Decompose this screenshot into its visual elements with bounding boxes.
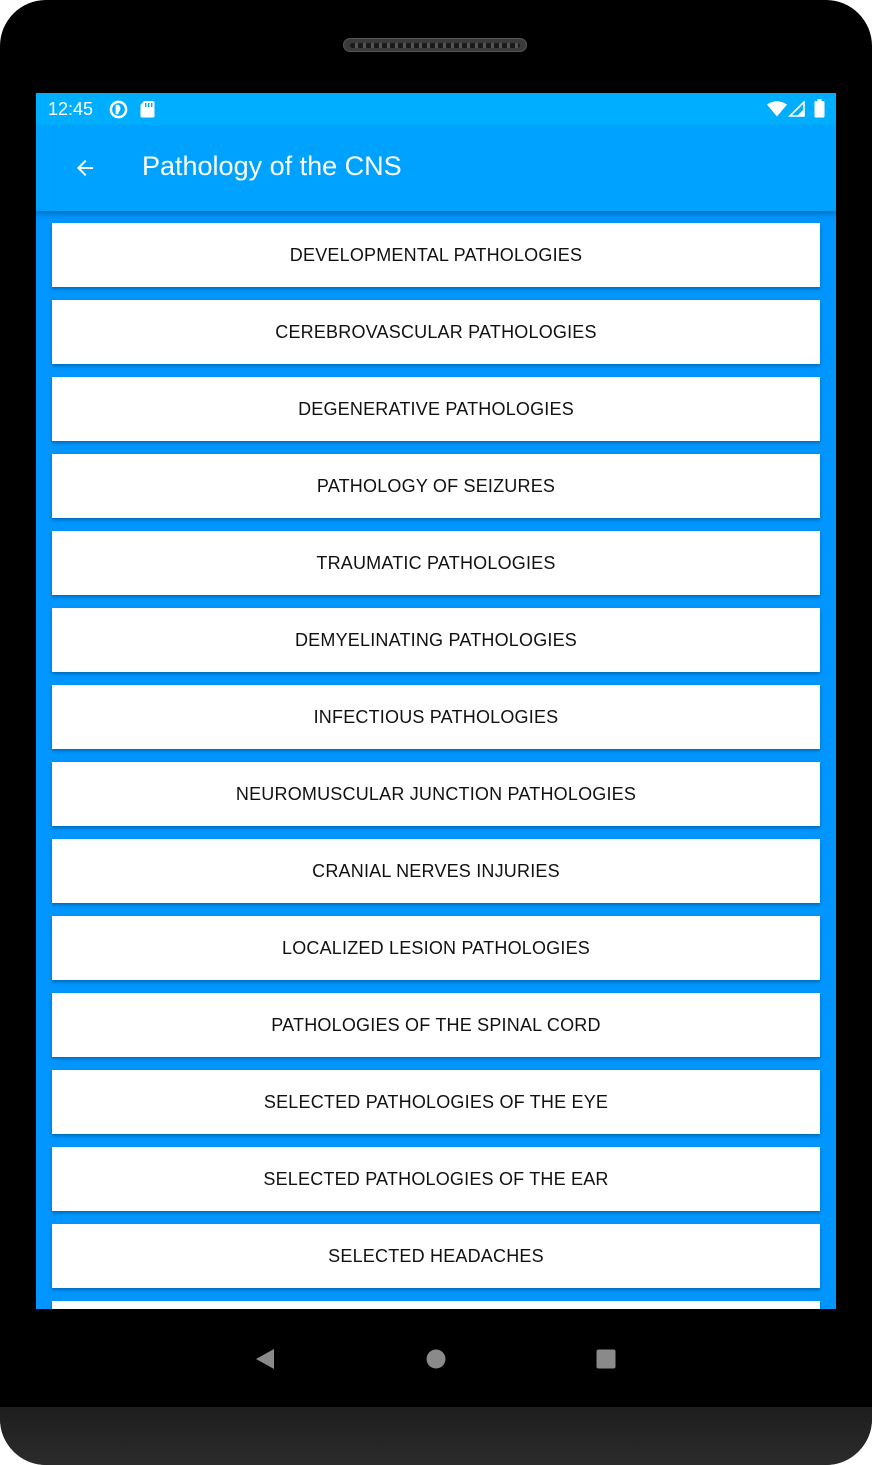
app-bar bbox=[36, 125, 836, 211]
battery-icon bbox=[814, 99, 825, 123]
sd-card-icon bbox=[140, 100, 155, 123]
nav-home-circle-icon[interactable] bbox=[406, 1329, 466, 1389]
system-nav-bar bbox=[36, 1309, 836, 1407]
topic-item-traumatic[interactable]: TRAUMATIC PATHOLOGIES bbox=[52, 531, 820, 595]
arrow-back-icon[interactable] bbox=[66, 149, 104, 187]
topic-item-cranial-nerves[interactable]: CRANIAL NERVES INJURIES bbox=[52, 839, 820, 903]
topic-item-headaches[interactable]: SELECTED HEADACHES bbox=[52, 1224, 820, 1288]
topic-item-ear[interactable]: SELECTED PATHOLOGIES OF THE EAR bbox=[52, 1147, 820, 1211]
topic-item-cerebrovascular[interactable]: CEREBROVASCULAR PATHOLOGIES bbox=[52, 300, 820, 364]
topic-item-spinal-cord[interactable]: PATHOLOGIES OF THE SPINAL CORD bbox=[52, 993, 820, 1057]
nav-back-triangle-icon[interactable] bbox=[235, 1329, 295, 1389]
status-bar bbox=[36, 93, 836, 125]
topic-list bbox=[52, 223, 820, 1309]
signal-icon bbox=[788, 101, 805, 122]
topic-item-eye[interactable]: SELECTED PATHOLOGIES OF THE EYE bbox=[52, 1070, 820, 1134]
topic-item-infectious[interactable]: INFECTIOUS PATHOLOGIES bbox=[52, 685, 820, 749]
topic-item-localized-lesion[interactable]: LOCALIZED LESION PATHOLOGIES bbox=[52, 916, 820, 980]
data-saver-icon bbox=[109, 100, 128, 124]
topic-item-degenerative[interactable]: DEGENERATIVE PATHOLOGIES bbox=[52, 377, 820, 441]
nav-recents-square-icon[interactable] bbox=[576, 1329, 636, 1389]
earpiece-speaker bbox=[343, 38, 527, 52]
topic-item-developmental[interactable]: DEVELOPMENTAL PATHOLOGIES bbox=[52, 223, 820, 287]
topic-item-seizures[interactable]: PATHOLOGY OF SEIZURES bbox=[52, 454, 820, 518]
device-chin bbox=[0, 1407, 872, 1465]
phone-screen bbox=[36, 93, 836, 1309]
topic-item-neuromuscular-junction[interactable]: NEUROMUSCULAR JUNCTION PATHOLOGIES bbox=[52, 762, 820, 826]
topic-item-partial[interactable] bbox=[52, 1301, 820, 1309]
page-title: Pathology of the CNS bbox=[142, 151, 402, 181]
topic-item-demyelinating[interactable]: DEMYELINATING PATHOLOGIES bbox=[52, 608, 820, 672]
status-time: 12:45 bbox=[48, 99, 94, 119]
wifi-icon bbox=[767, 101, 787, 122]
